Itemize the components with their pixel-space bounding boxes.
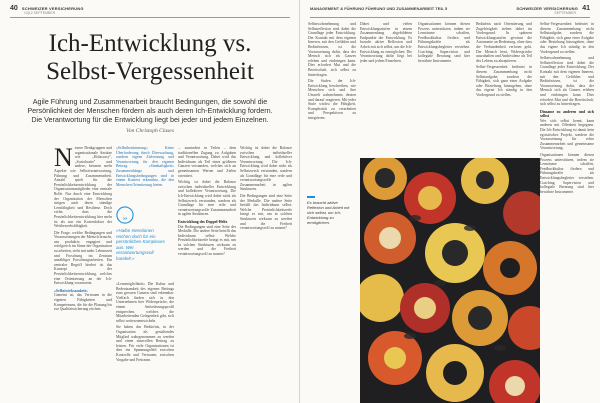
left-page-header [10,6,84,16]
illustration-faces [360,158,540,403]
body-text: «Selbstbestimmung» Keine Überforderung durch Überwachung, sondern eigene Zielsetzung und Verantwortung für den eigenen Beitrag. «Sinnhaftigkeit» Zusammenhänge und Entwicklungsbedingungen sind in einem Kontext erkennbar, die den Menschen Orientierung bieten. [116,146,174,187]
body-text: Sie haben das Bedürfnis, in der Organisation als gestaltendes Mitglied wahrgenommen zu werden und einen sinnvollen Beitrag zu leisten. Für viele Organisationen ist dies ein Spannungsfeld zwischen Kontrolle und Vertrauen, zwischen Vorgabe und Freiraum. [116,325,174,362]
subhead: Entwicklung des Doppel-Helix [178,219,228,224]
body-text: Die Bedingungen sind eine Seite der Medaille. Die andere Seite betrifft das Individuum selbst: Welche Persönlichkeitsreife bringt es mit, um in solchen Strukturen wirksam zu werden und die Freiheit verantwortungsvoll zu nutzen? [178,224,236,257]
body-text: Selbstwahrnehmung und Selbstreflexion sind dabei die Grundlage jeder Entwicklung. Der Kontakt mit dem eigenen Inneren, mit den Gefühlen und Bedürfnissen, ist die Voraussetzung dafür, dass der Mensch sich als Ganzes erleben und einbringen kann. Dies erfordert Mut und die Bereitschaft, sich selbst zu hinterfragen. [540,56,594,107]
column-4 [240,146,292,398]
page-number: 40 [10,5,18,13]
page-title [0,30,300,86]
top-nav: MANAGEMENT & FÜHRUNG FÜHRUNG UND ZUSAMMENARBEIT TEIL 5 [310,6,448,11]
body-text: Die Frage, welche Bedingungen und Voraussetzungen der Mensch braucht, um produktiv, engagiert und erfolgreich im Sinne der Organisation zu arbeiten, steht mit mehr Lebenszeit und Forschung im Zentrum unzähliger Forschungsarbeiten. Ein zentraler Begriff hierbei ist das Konzept der Persönlichkeitsentwicklung, welches eine Orientierung an der Ich-Entwicklung voraussetzt. [54,230,112,286]
body-text: euere Denkgruppen und organisationale Ansätze wie „Holacracy", „Soziokratie" und andere, betonen mehr Aspekte wie Selbstverantwortung, Führung und Zusammenarbeit. Anzahl spielt für die Persönlichkeitsentwicklung der Organisationsmitglieder eine zentrale Rolle. Nur durch eine Entwicklung der Organisation der Menschen steigen auch deren ständige Lernfähigkeit und Resilienz. Doch vieler, dass die Persönlichkeitsentwicklung hier mehr ist als nur ein Kostenfaktor der Wettbewerbsfähigkeit. [54,146,112,229]
right-page-header [516,6,590,16]
column-2 [116,146,174,204]
body-text: Dabei und vielen Entwicklungsstufen in einem Zusammenhang abgebildeten Endpunkte der Entwicklung. Es braucht aktive Reflexion und Arbeit mit sich selbst, um die Ich-Entwicklung zu ermöglichen. Die Verantwortung dafür liegt bei jeder und jedem Einzelnen. [360,22,412,63]
right-page [300,0,600,403]
body-text: Wichtig ist dabei die Balance zwischen individueller Entwicklung und kollektiver Verantwortung. Die Ich-Entwicklung wird dabei nicht als Selbstzweck verstanden, sondern als Grundlage für eine reife und verantwortungsvolle Zusammenarbeit in agilen Strukturen. [240,146,292,192]
body-text: Bedürfnis nach Orientierung und Zugehörigkeit stehen dabei im Vordergrund. In späteren Entwicklungsstufen gewinnt die Autonomie an Bedeutung, ohne dass die Verbundenheit verloren geht. Der Mensch lernt, Widersprüche auszuhalten und Ambivalenz als Teil des Lebens zu akzeptieren. [476,22,532,63]
column-1 [308,22,356,192]
quote-icon [116,206,134,224]
column-4 [540,22,594,398]
column-3 [178,146,236,398]
headline-line-2: Selbst-Vergessenheit [46,58,254,85]
section-title: SCHWEIZER VERSICHERUNG [516,6,579,11]
lead-paragraph: Agile Führung und Zusammenarbeit braucht Bedingungen, die sowohl die Persönlichkeit der Menschen fördern als auch deren Ich-Entwicklung fordern. Die Verantwortung für die Entwicklung liegt bei jeder und jedem Einzelnen. [27,97,273,124]
body-text: Organisationen können diesen Prozess unterstützen, indem sie Lernräume schaffen, Feedbackkultur fördern und Führungskräfte als Entwicklungsbegleiter verstehen. Coaching, Supervision und kollegiale Beratung sind hier bewährte Instrumente. [540,153,594,194]
body-text: Wichtig ist dabei die Balance zwischen individueller Entwicklung und kollektiver Verantwortung. Die Ich-Entwicklung wird dabei nicht als Selbstzweck verstanden, sondern als Grundlage für eine reife und verantwortungsvolle Zusammenarbeit in agilen Strukturen. [178,180,236,217]
body-text: Selbst-Vergessenheit bedeutet in diesem Zusammenhang nicht Selbstaufgabe, sondern die Fähigkeit, sich ganz einer Aufgabe oder Beziehung hinzugeben, ohne das eigene Ich ständig in den Vordergrund zu stellen. [540,22,594,54]
svg-text:„: „ [122,210,128,222]
body-text: Selbstwahrnehmung und Selbstreflexion sind dabei die Grundlage jeder Entwicklung. Der Kontakt mit dem eigenen Inneren, mit den Gefühlen und Bedürfnissen, ist die Voraussetzung dafür, dass der Mensch sich als Ganzes erleben und einbringen kann. Dies erfordert Mut und die Bereitschaft, sich selbst zu hinterfragen. [308,22,356,77]
issue-date: 12|12 SEPTEMBER [24,11,56,16]
header-rule [310,17,590,18]
headline-line-1: Ich-Entwicklung vs. [48,30,252,57]
header-rule [10,17,290,18]
issue-date: SEPTEMBER [554,11,576,16]
image-caption: Es braucht aktive Reflexion und Arbeit mit sich selbst, um Ich-Entwicklung zu ermöglichen. [307,200,350,225]
column-1 [54,146,112,398]
caption-bar [307,196,315,198]
body-text: Wer sich selbst kennt, kann anderen mit Offenheit begegnen. Die Ich-Entwicklung ist damit kein egoistisches Projekt, sondern die Voraussetzung für echte Zusammenarbeit und gemeinsame Verantwortung. [540,118,594,151]
drop-cap: N [54,146,73,172]
body-text: Die Bedingungen sind eine Seite der Medaille. Die andere Seite betrifft das Individuum selbst: Welche Persönlichkeitsreife bringt es mit, um in solchen Strukturen wirksam zu werden und die Freiheit verantwortungsvoll zu nutzen? [240,193,292,231]
body-text: Die Stufen der Ich-Entwicklung beschreiben, wie Menschen sich und ihre Umwelt wahrnehmen, deuten und darauf reagieren. Mit jeder Stufe wächst die Fähigkeit, Komplexität zu verarbeiten und Perspektiven zu integrieren. [308,79,356,120]
body-text: Organisationen können diesen Prozess unterstützen, indem sie Lernräume schaffen, Feedbackkultur fördern und Führungskräfte als Entwicklungsbegleiter verstehen. Coaching, Supervision und kollegiale Beratung sind hier bewährte Instrumente. [418,22,470,63]
pull-quote: «Halbe Intentionen reichen doch für ein persönliches Komplexes aus. Wer verantwortungsvoll handelt.» [116,228,165,261]
column-2 [360,22,470,156]
column-3 [476,22,532,156]
byline: Von Christoph Clases [126,128,174,134]
subhead: Dinsame zu anderen und sich selbst [540,109,594,119]
column-2-lower [116,282,174,398]
page-number: 41 [582,5,590,13]
body-text: Gemeint ist, das Vertrauen in die eigenen Fähigkeiten und Kompetenzen, die für die Planung bis zur Qualitätssicherung reichen. [54,293,112,312]
subhead: «Selbstwirksamkeit» [54,288,88,293]
body-text: ... zumindest in Teilen – dem traditionellen Zugang zu Aufgaben und Verantwortung. Dabei wird das Individuum als Teil eines größeren Ganzen verstanden, welches sich an gemeinsamen Werten und Zielen orientiert. [178,146,236,178]
body-text: «Lernmöglichkeit» Die Kultur und Bedeutsamkeit des eigenen Beitrags zum grossen Ganzen sind erkennbar. Vielfach finden sich in den Unternehmen hier Widersprüche, die einem Anforderungsprofil entsprechen, welches die Mitarbeitenden Gelegenheit gibt, sich selbst weiterzuentwickeln. [116,282,174,323]
section-title: SCHWEIZER VERSICHERUNG [21,6,84,11]
body-text: Selbst-Vergessenheit bedeutet in diesem Zusammenhang nicht Selbstaufgabe, sondern die Fähigkeit, sich ganz einer Aufgabe oder Beziehung hinzugeben, ohne das eigene Ich ständig in den Vordergrund zu stellen. [476,65,532,97]
